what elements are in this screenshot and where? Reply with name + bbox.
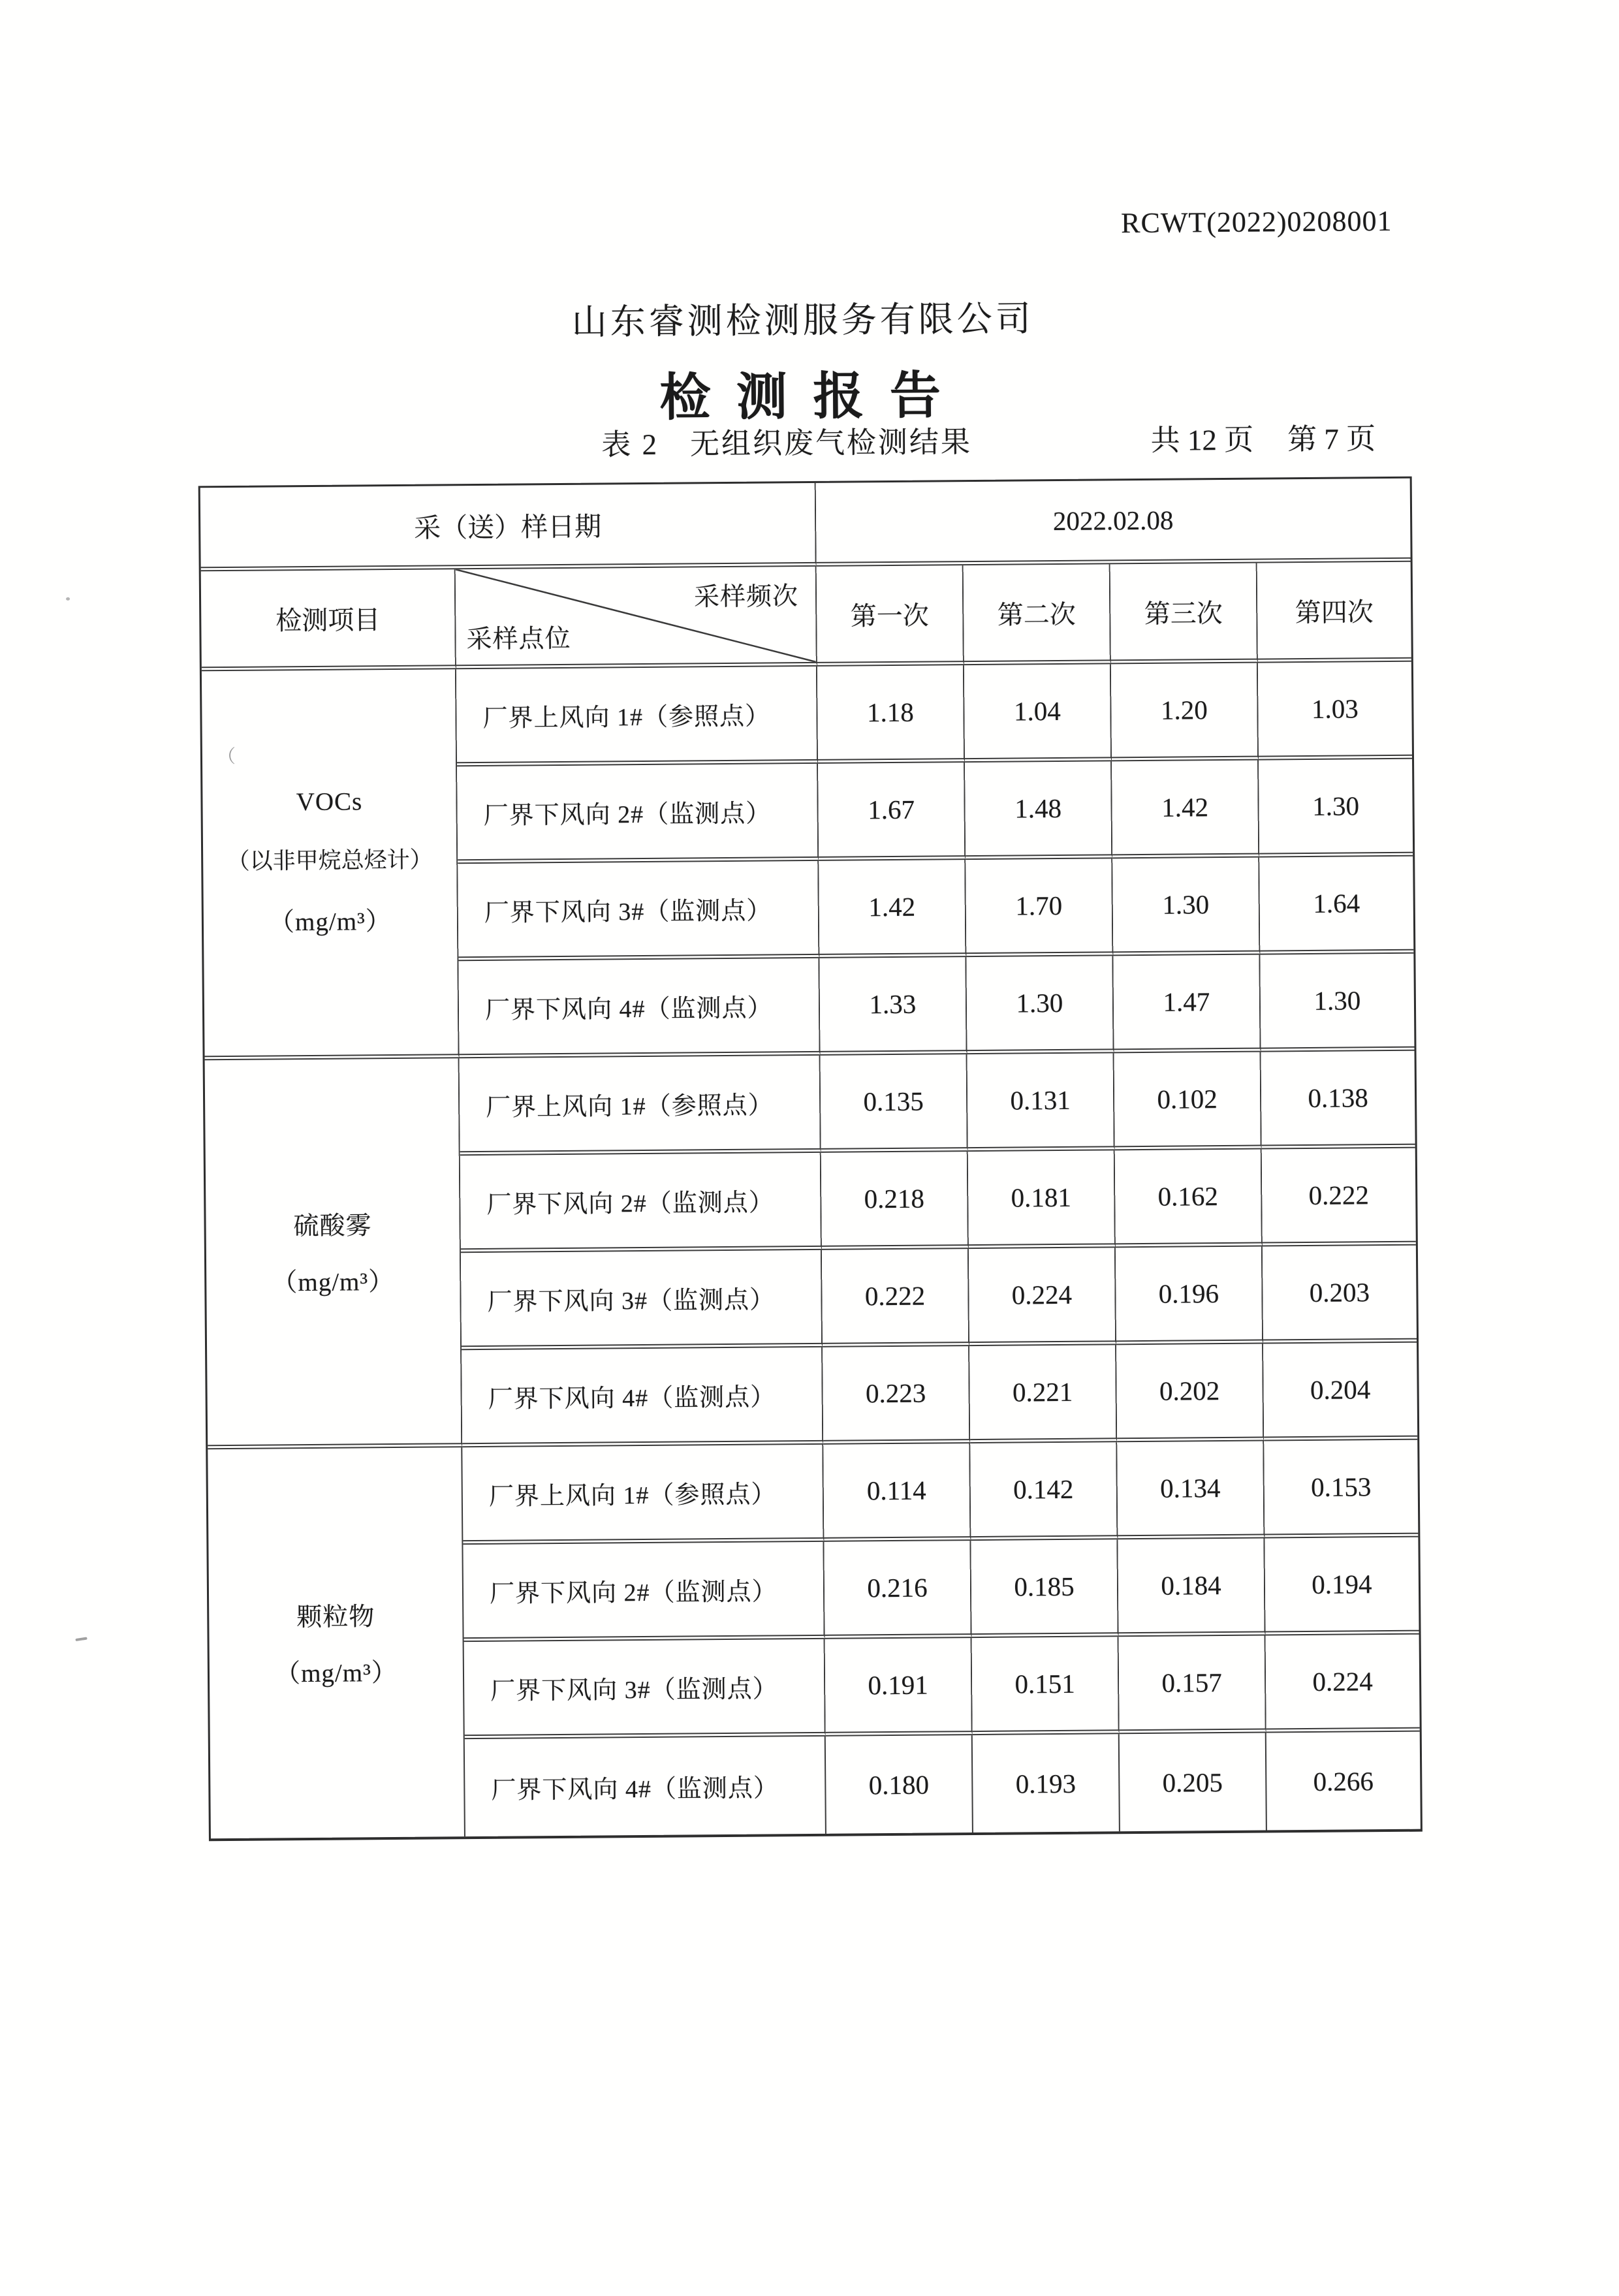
item-line: （mg/m³） [274, 1658, 398, 1688]
value-cell: 1.30 [1260, 954, 1414, 1052]
location-cell: 厂界下风向 4#（监测点） [465, 1737, 826, 1836]
item-line: （以非甲烷总烃计） [227, 847, 433, 874]
value-cell: 0.162 [1115, 1150, 1263, 1248]
location-cell: 厂界上风向 1#（参照点） [456, 667, 818, 766]
value-cell: 1.64 [1259, 857, 1413, 955]
value-cell: 0.224 [969, 1248, 1116, 1346]
location-cell: 厂界下风向 4#（监测点） [462, 1347, 823, 1447]
scan-mark [66, 597, 70, 601]
diagonal-header-cell [456, 567, 817, 669]
item-cell-vocs [202, 669, 460, 1060]
company-name: 山东睿测检测服务有限公司 [571, 299, 1034, 342]
item-line: 颗粒物 [296, 1603, 375, 1632]
frequency-header-cell: 第四次 [1257, 562, 1411, 663]
location-cell: 厂界上风向 1#（参照点） [460, 1056, 821, 1156]
sampling-frequency-label: 采样频次 [693, 582, 799, 612]
location-cell: 厂界下风向 3#（监测点） [458, 861, 819, 961]
value-cell: 0.131 [967, 1053, 1115, 1152]
page-number: 第 7 页 [1287, 422, 1376, 456]
location-cell: 厂界下风向 2#（监测点） [463, 1542, 825, 1642]
pagination [1150, 415, 1375, 459]
location-cell: 厂界下风向 3#（监测点） [461, 1250, 823, 1350]
frequency-header-cell: 第二次 [964, 564, 1111, 665]
value-cell: 1.20 [1111, 663, 1259, 762]
sampling-location-label: 采样点位 [466, 624, 571, 654]
value-cell: 0.196 [1116, 1247, 1263, 1345]
item-header-cell: 检测项目 [201, 569, 456, 671]
value-cell: 1.70 [966, 858, 1113, 957]
value-cell: 1.03 [1258, 662, 1412, 761]
value-cell: 0.142 [970, 1442, 1118, 1541]
item-cell-sulfuric-acid-mist [205, 1058, 463, 1449]
value-cell: 0.194 [1265, 1537, 1419, 1636]
location-cell: 厂界下风向 2#（监测点） [457, 764, 819, 864]
value-cell: 1.42 [1112, 761, 1259, 859]
table-caption-row [601, 415, 1375, 463]
location-cell: 厂界下风向 3#（监测点） [464, 1639, 826, 1739]
value-cell: 1.30 [1112, 858, 1260, 956]
item-line: 硫酸雾 [293, 1211, 372, 1240]
page-title: 检 测 报 告 [659, 367, 948, 426]
table-row [205, 1051, 1415, 1158]
item-line: （mg/m³） [272, 1267, 395, 1297]
date-row [200, 479, 1411, 572]
value-cell: 1.30 [1259, 759, 1413, 858]
value-cell: 0.134 [1117, 1441, 1265, 1540]
value-cell: 0.191 [825, 1638, 973, 1737]
value-cell: 0.185 [971, 1539, 1118, 1638]
value-cell: 0.180 [826, 1735, 973, 1834]
value-cell: 0.202 [1116, 1344, 1264, 1443]
location-cell: 厂界上风向 1#（参照点） [462, 1445, 824, 1545]
value-cell: 0.102 [1114, 1052, 1262, 1151]
value-cell: 0.266 [1313, 1765, 1374, 1797]
value-cell: 0.151 [972, 1637, 1120, 1735]
date-label-cell: 采（送）样日期 [200, 483, 817, 571]
value-cell: 0.222 [1262, 1148, 1416, 1247]
header-row [201, 562, 1411, 672]
value-cell: 0.138 [1261, 1051, 1415, 1150]
table-caption: 表 2 无组织废气检测结果 [601, 426, 973, 462]
value-cell: 0.181 [968, 1150, 1116, 1249]
value-cell: 1.67 [818, 763, 966, 861]
location-cell: 厂界下风向 2#（监测点） [460, 1153, 822, 1253]
value-cell: 0.224 [1266, 1635, 1420, 1733]
value-cell: 0.205 [1120, 1733, 1267, 1832]
value-cell: 1.04 [964, 664, 1112, 763]
table-row [202, 662, 1412, 769]
value-cell: 1.47 [1113, 955, 1261, 1054]
value-cell: 1.18 [817, 665, 965, 764]
value-cell: 0.216 [824, 1541, 971, 1639]
pages-total: 共 12 页 [1150, 423, 1254, 457]
scan-mark: （ [217, 746, 236, 768]
item-line: VOCs [296, 787, 363, 817]
value-cell: 0.184 [1118, 1539, 1265, 1637]
value-cell: 0.157 [1119, 1636, 1266, 1735]
table-row [208, 1440, 1418, 1547]
value-cell: 0.153 [1264, 1440, 1418, 1539]
item-line: （mg/m³） [268, 907, 392, 937]
scan-mark [75, 1637, 87, 1641]
value-cell: 0.218 [821, 1152, 969, 1250]
results-table [198, 477, 1423, 1842]
value-cell: 0.203 [1263, 1246, 1417, 1344]
value-cell: 0.135 [821, 1054, 968, 1153]
value-cell: 0.221 [969, 1345, 1117, 1443]
value-cell: 0.223 [823, 1346, 970, 1445]
value-cell: 0.204 [1263, 1343, 1417, 1441]
location-cell: 厂界下风向 4#（监测点） [458, 958, 820, 1058]
value-cell: 0.222 [822, 1249, 969, 1347]
value-cell: 1.30 [966, 956, 1114, 1054]
value-cell: 1.33 [819, 957, 967, 1056]
frequency-header-cell: 第三次 [1110, 563, 1258, 665]
report-code: RCWT(2022)0208001 [1120, 204, 1392, 240]
value-cell: 1.42 [819, 860, 966, 958]
value-cell: 0.193 [973, 1734, 1120, 1832]
value-cell: 0.114 [823, 1443, 971, 1542]
frequency-header-cell: 第一次 [817, 565, 964, 667]
item-cell-particulate [208, 1447, 465, 1838]
value-cell: 1.48 [965, 761, 1112, 860]
date-value-cell: 2022.02.08 [816, 479, 1411, 567]
